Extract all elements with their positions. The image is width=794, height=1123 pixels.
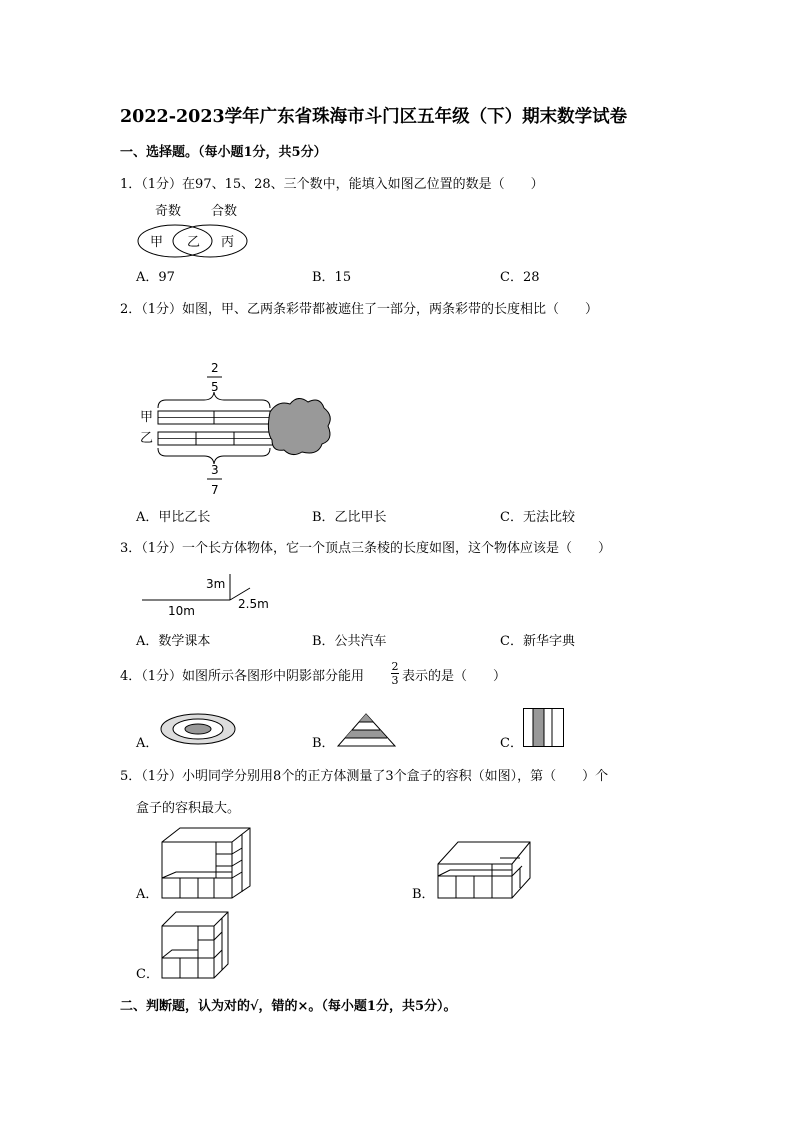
venn-label-odd: 奇数 xyxy=(155,204,182,219)
box-figure-b xyxy=(436,840,532,900)
fraction-bottom-numerator: 3 xyxy=(211,463,219,477)
question-5-stem-line2: 盒子的容积最大。 xyxy=(136,801,241,816)
ribbon-figure xyxy=(138,360,338,500)
venn-diagram xyxy=(130,198,260,264)
venn-region-b: 乙 xyxy=(187,235,201,250)
ribbon-label-b: 乙 xyxy=(140,431,154,446)
concentric-rings-shape xyxy=(160,712,238,746)
composite-ellipse xyxy=(173,225,247,257)
fraction-top-denominator: 5 xyxy=(211,380,219,394)
q3-option-a[interactable]: A．数学课本 xyxy=(136,634,211,649)
venn-region-a: 甲 xyxy=(150,235,164,250)
page-title: 2022-2023学年广东省珠海市斗门区五年级（下）期末数学试卷 xyxy=(120,107,628,127)
striped-rectangle-shape xyxy=(523,708,565,748)
box-figure-a xyxy=(160,826,252,900)
edge-label-width: 2.5m xyxy=(238,597,269,611)
q4-option-a[interactable]: A． xyxy=(136,736,159,751)
edge-label-height: 3m xyxy=(206,577,226,591)
q2-option-a[interactable]: A．甲比乙长 xyxy=(136,510,211,525)
question-2-stem: 2．（1分）如图，甲、乙两条彩带都被遮住了一部分，两条彩带的长度相比（ ） xyxy=(120,302,599,317)
q3-option-b[interactable]: B．公共汽车 xyxy=(312,634,387,649)
section-heading-choice: 一、选择题。（每小题1分，共5分） xyxy=(120,145,327,160)
venn-region-c: 丙 xyxy=(221,235,235,250)
q5-option-c[interactable]: C． xyxy=(136,967,159,982)
layered-triangle-shape xyxy=(337,712,397,748)
fraction-numerator: 2 xyxy=(391,660,399,673)
question-1-stem: 1．（1分）在97、15、28、三个数中，能填入如图乙位置的数是（ ） xyxy=(120,177,544,192)
q5-option-a[interactable]: A． xyxy=(136,887,159,902)
fraction-two-thirds xyxy=(391,661,399,686)
q1-option-b[interactable]: B．15 xyxy=(312,270,352,285)
fraction-bottom-denominator: 7 xyxy=(211,483,219,497)
q1-option-a[interactable]: A．97 xyxy=(136,270,175,285)
venn-label-composite: 合数 xyxy=(211,204,238,219)
edge-figure xyxy=(140,570,280,620)
cover-blob xyxy=(268,398,330,454)
fraction-top-numerator: 2 xyxy=(211,361,219,375)
edge-label-length: 10m xyxy=(168,604,195,618)
q4-option-b[interactable]: B． xyxy=(312,736,335,751)
ribbon-label-a: 甲 xyxy=(140,410,154,425)
q2-option-b[interactable]: B．乙比甲长 xyxy=(312,510,387,525)
box-figure-c xyxy=(160,910,230,980)
question-4-stem-a: 4．（1分）如图所示各图形中阴影部分能用 xyxy=(120,669,365,684)
fraction-denominator: 3 xyxy=(391,674,399,687)
question-5-stem-line1: 5．（1分）小明同学分别用8个的正方体测量了3个盒子的容积（如图），第（ ）个 xyxy=(120,769,609,784)
q5-option-b[interactable]: B． xyxy=(412,887,435,902)
brace-top xyxy=(158,392,270,408)
question-4-stem-b: 表示的是（ ） xyxy=(402,669,507,684)
q1-option-c[interactable]: C．28 xyxy=(500,270,540,285)
q3-option-c[interactable]: C．新华字典 xyxy=(500,634,575,649)
question-3-stem: 3．（1分）一个长方体物体，它一个顶点三条棱的长度如图，这个物体应该是（ ） xyxy=(120,541,612,556)
section-heading-judgement: 二、判断题，认为对的√，错的×。（每小题1分，共5分）。 xyxy=(120,999,457,1014)
q4-option-c[interactable]: C． xyxy=(500,736,523,751)
brace-bottom xyxy=(158,448,270,464)
q2-option-c[interactable]: C．无法比较 xyxy=(500,510,575,525)
